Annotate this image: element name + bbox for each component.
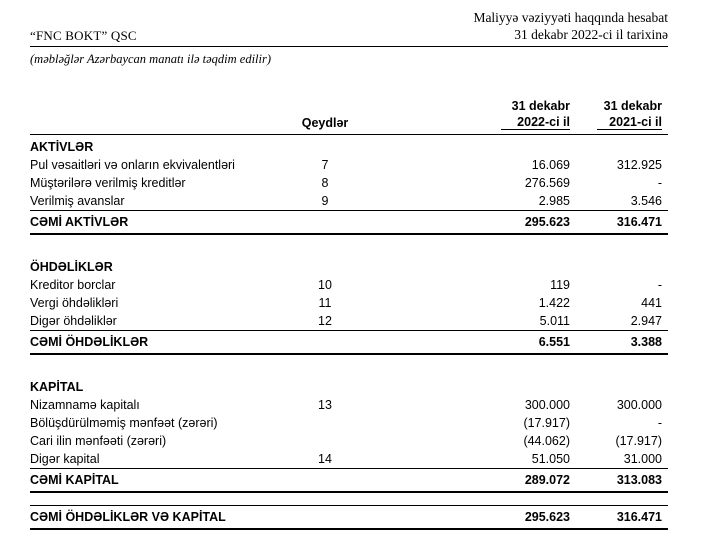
value-2021: - xyxy=(657,278,662,293)
column-header-2021-line2: 2021-ci il xyxy=(597,115,662,130)
table-row xyxy=(30,192,668,211)
report-title xyxy=(473,10,668,44)
value-2021: 441 xyxy=(641,296,662,311)
total-row-equity xyxy=(30,469,668,493)
row-label: Müştərilərə verilmiş kreditlər xyxy=(30,176,186,191)
value-2021: 31.000 xyxy=(623,452,662,467)
row-note xyxy=(280,414,370,432)
section-label: KAPİTAL xyxy=(30,380,84,395)
row-label: Bölüşdürülməmiş mənfəət (zərəri) xyxy=(30,416,218,431)
value-2021: 316.471 xyxy=(570,506,668,530)
row-label: CƏMİ KAPİTAL xyxy=(30,469,280,493)
section-row-liabilities xyxy=(30,255,668,276)
value-2022: (44.062) xyxy=(523,434,570,449)
value-2022: 295.623 xyxy=(370,211,570,235)
value-2021: 3.388 xyxy=(570,331,668,355)
row-label: Digər kapital xyxy=(30,452,100,467)
total-row-liabilities xyxy=(30,331,668,355)
row-label: Vergi öhdəlikləri xyxy=(30,296,119,311)
section-label: AKTİVLƏR xyxy=(30,140,94,155)
row-label: CƏMİ AKTİVLƏR xyxy=(30,211,280,235)
value-2021: 313.083 xyxy=(570,469,668,493)
spacer xyxy=(30,492,668,506)
column-header-2021-line1: 31 dekabr xyxy=(603,98,662,113)
value-2021: 316.471 xyxy=(570,211,668,235)
row-note: 11 xyxy=(318,296,332,311)
value-2021: - xyxy=(657,176,662,191)
label-column-header xyxy=(30,97,280,135)
table-row xyxy=(30,294,668,312)
table-row xyxy=(30,450,668,469)
row-note: 8 xyxy=(321,176,329,191)
row-note: 14 xyxy=(318,452,332,467)
value-2022: 5.011 xyxy=(539,314,570,329)
company-name: “FNC BOKT” QSC xyxy=(30,27,137,43)
value-2022: 276.569 xyxy=(524,176,570,191)
value-2022: 300.000 xyxy=(524,398,570,413)
row-note: 13 xyxy=(318,398,332,413)
value-2021: 300.000 xyxy=(616,398,662,413)
row-label: CƏMİ ÖHDƏLİKLƏR xyxy=(30,331,280,355)
table-row xyxy=(30,156,668,174)
grand-total-row xyxy=(30,506,668,530)
row-label: Kreditor borclar xyxy=(30,278,116,293)
table-header-row xyxy=(30,97,668,135)
balance-sheet-table xyxy=(30,97,668,531)
row-note xyxy=(280,506,370,530)
value-2022: 119 xyxy=(550,278,570,293)
table-row xyxy=(30,312,668,331)
column-header-2022-line2: 2022-ci il xyxy=(501,115,570,130)
value-2022: 16.069 xyxy=(531,158,570,173)
value-2022: 1.422 xyxy=(538,296,570,311)
row-note xyxy=(280,331,370,355)
currency-note: (məbləğlər Azərbaycan manatı ilə təqdim edilir) xyxy=(30,51,272,66)
row-note: 12 xyxy=(318,314,332,329)
spacer xyxy=(30,234,668,255)
column-header-2021 xyxy=(570,97,668,135)
table-row xyxy=(30,396,668,414)
table-row xyxy=(30,276,668,294)
value-2022: (17.917) xyxy=(523,416,570,431)
table-row xyxy=(30,174,668,192)
value-2022: 295.623 xyxy=(370,506,570,530)
value-2022: 51.050 xyxy=(531,452,570,467)
row-note xyxy=(280,211,370,235)
row-note: 10 xyxy=(318,278,332,293)
section-label: ÖHDƏLİKLƏR xyxy=(30,260,113,275)
report-title-line2: 31 dekabr 2022-ci il tarixinə xyxy=(514,26,668,42)
table-row xyxy=(30,414,668,432)
value-2021: 312.925 xyxy=(616,158,662,173)
document-header xyxy=(30,10,668,47)
value-2021: - xyxy=(657,416,662,431)
table-row xyxy=(30,432,668,450)
value-2022: 289.072 xyxy=(370,469,570,493)
row-note xyxy=(280,469,370,493)
row-label: Pul vəsaitləri və onların ekvivalentləri xyxy=(30,158,235,173)
value-2021: (17.917) xyxy=(615,434,662,449)
row-label: CƏMİ ÖHDƏLİKLƏR VƏ KAPİTAL xyxy=(30,506,280,530)
row-note xyxy=(280,432,370,450)
row-note: 7 xyxy=(321,158,329,173)
row-label: Verilmiş avanslar xyxy=(30,194,125,209)
notes-column-header: Qeydlər xyxy=(280,97,370,135)
report-title-line1: Maliyyə vəziyyəti haqqında hesabat xyxy=(473,10,668,25)
total-row-assets xyxy=(30,211,668,235)
spacer xyxy=(30,354,668,375)
row-note: 9 xyxy=(321,194,329,209)
row-label: Cari ilin mənfəəti (zərəri) xyxy=(30,434,167,449)
section-row-assets xyxy=(30,135,668,157)
row-label: Digər öhdəliklər xyxy=(30,314,117,329)
value-2022: 2.985 xyxy=(538,194,570,209)
column-header-2022 xyxy=(370,97,570,135)
section-row-equity xyxy=(30,375,668,396)
value-2021: 2.947 xyxy=(630,314,662,329)
value-2021: 3.546 xyxy=(630,194,662,209)
column-header-2022-line1: 31 dekabr xyxy=(511,98,570,113)
value-2022: 6.551 xyxy=(370,331,570,355)
row-label: Nizamnamə kapitalı xyxy=(30,398,140,413)
